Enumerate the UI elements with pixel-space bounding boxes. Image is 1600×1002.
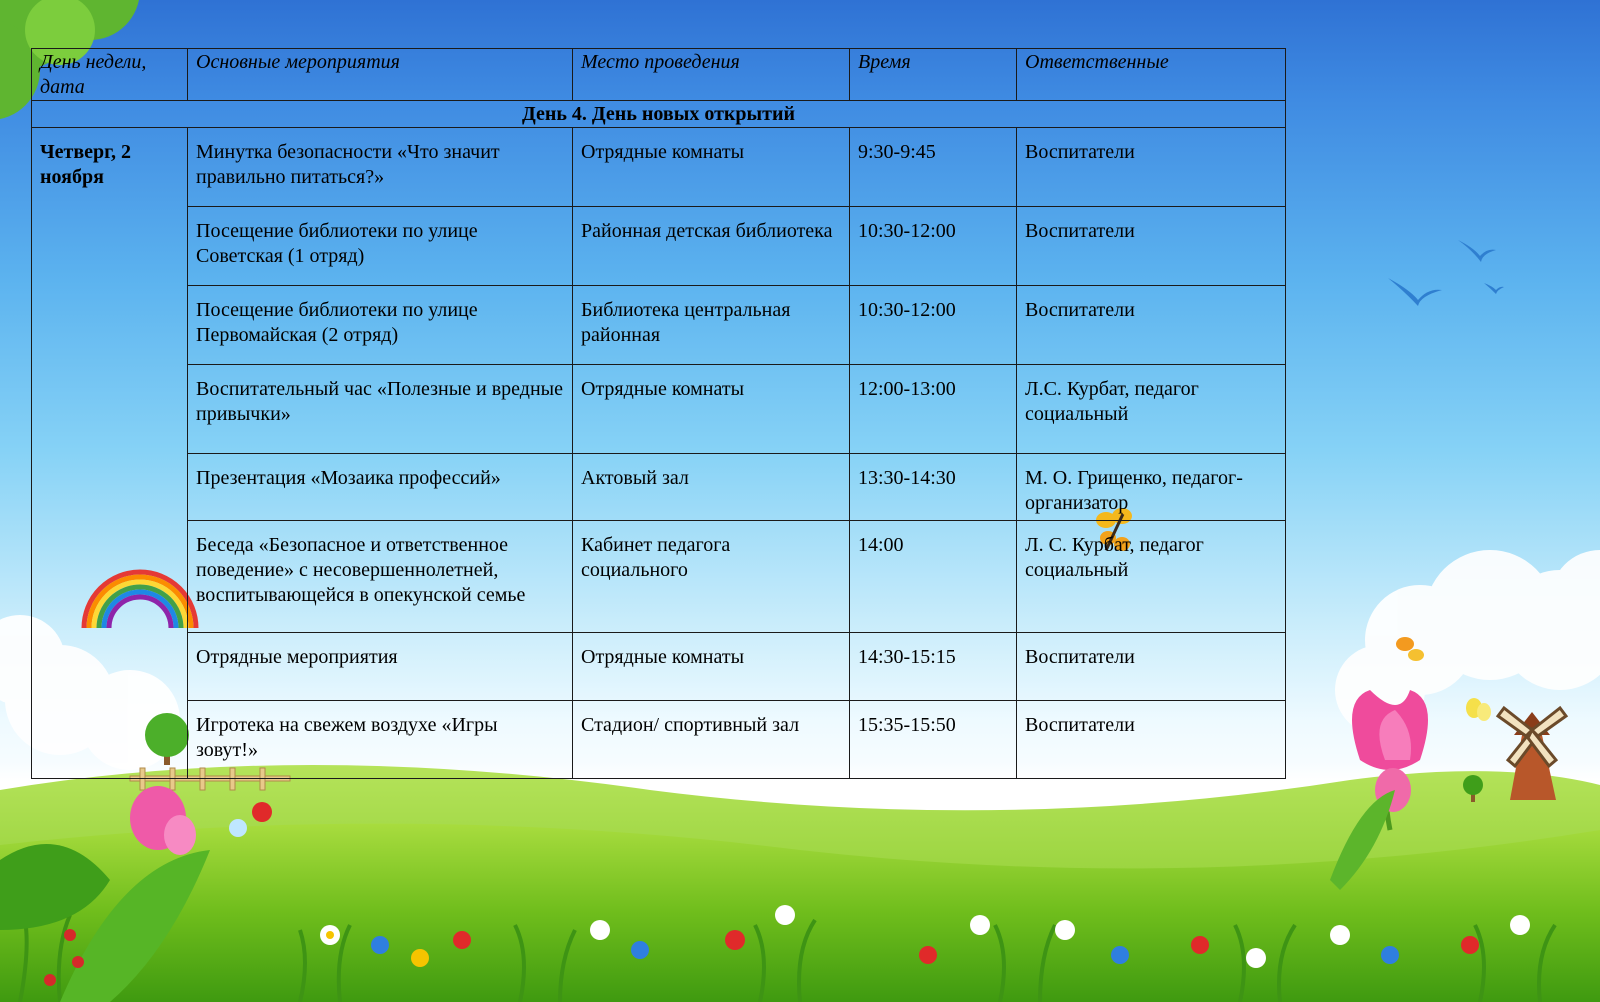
place-cell: Кабинет педагога социального (573, 521, 850, 633)
day-title-row (32, 101, 1286, 128)
responsible-cell: Воспитатели (1017, 128, 1286, 207)
responsible-cell: М. О. Грищенко, педагог-организатор (1017, 454, 1286, 521)
event-cell: Минутка безопасности «Что значит правильно питаться?» (188, 128, 573, 207)
event-cell: Посещение библиотеки по улице Первомайская (2 отряд) (188, 286, 573, 365)
event-cell: Игротека на свежем воздухе «Игры зовут!» (188, 701, 573, 779)
day-title: День 4. День новых открытий (32, 101, 1286, 128)
time-cell: 12:00-13:00 (850, 365, 1017, 454)
header-row (32, 49, 1286, 101)
time-cell: 9:30-9:45 (850, 128, 1017, 207)
place-cell: Отрядные комнаты (573, 633, 850, 701)
event-cell: Беседа «Безопасное и ответственное поведение» с несовершеннолетней, воспитывающейся в опекунской семье (188, 521, 573, 633)
table-row (32, 454, 1286, 521)
event-cell: Отрядные мероприятия (188, 633, 573, 701)
table-row (32, 701, 1286, 779)
place-cell: Библиотека центральная районная (573, 286, 850, 365)
event-cell: Презентация «Мозаика профессий» (188, 454, 573, 521)
day-date-cell: Четверг, 2 ноября (32, 128, 188, 779)
table-row (32, 633, 1286, 701)
place-cell: Стадион/ спортивный зал (573, 701, 850, 779)
header-place: Место проведения (573, 49, 850, 101)
time-cell: 13:30-14:30 (850, 454, 1017, 521)
responsible-cell: Воспитатели (1017, 286, 1286, 365)
place-cell: Отрядные комнаты (573, 365, 850, 454)
time-cell: 14:30-15:15 (850, 633, 1017, 701)
header-time: Время (850, 49, 1017, 101)
table-row (32, 521, 1286, 633)
time-cell: 15:35-15:50 (850, 701, 1017, 779)
time-cell: 14:00 (850, 521, 1017, 633)
header-events: Основные мероприятия (188, 49, 573, 101)
event-cell: Посещение библиотеки по улице Советская (1 отряд) (188, 207, 573, 286)
responsible-cell: Л. С. Курбат, педагог социальный (1017, 521, 1286, 633)
header-day-date: День недели, дата (32, 49, 188, 101)
table-row (32, 128, 1286, 207)
place-cell: Отрядные комнаты (573, 128, 850, 207)
event-cell: Воспитательный час «Полезные и вредные привычки» (188, 365, 573, 454)
place-cell: Актовый зал (573, 454, 850, 521)
responsible-cell: Л.С. Курбат, педагог социальный (1017, 365, 1286, 454)
schedule-table (31, 48, 1286, 779)
table-row (32, 365, 1286, 454)
header-responsible: Ответственные (1017, 49, 1286, 101)
birds (1388, 240, 1504, 306)
responsible-cell: Воспитатели (1017, 633, 1286, 701)
time-cell: 10:30-12:00 (850, 286, 1017, 365)
table-row (32, 207, 1286, 286)
time-cell: 10:30-12:00 (850, 207, 1017, 286)
responsible-cell: Воспитатели (1017, 207, 1286, 286)
place-cell: Районная детская библиотека (573, 207, 850, 286)
responsible-cell: Воспитатели (1017, 701, 1286, 779)
table-row (32, 286, 1286, 365)
